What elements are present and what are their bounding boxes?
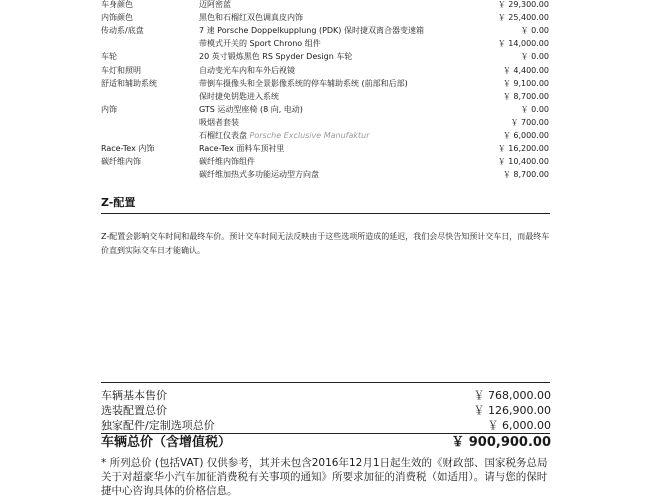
option-description [199,155,255,168]
option-price: ￥ 4,400.00 [502,65,549,75]
option-row [0,24,658,37]
option-description-text: 自动变光车内和车外后视镜 [199,65,295,75]
option-row [0,37,658,50]
option-category: 碳纤维内饰 [101,157,141,167]
option-description [199,90,279,103]
option-description-text: 吸烟者套装 [199,117,239,127]
option-price: ￥ 0.00 [520,26,549,36]
option-row [0,50,658,63]
exclusive-total-label: 独家配件/定制选项总价 [101,419,215,432]
option-row [0,0,658,11]
option-row [0,155,658,168]
option-description-text: 石榴红仪表盘 [199,131,247,140]
option-category: 内饰 [101,104,117,114]
exclusive-total-row [101,417,551,434]
option-description [199,50,352,63]
base-price-label: 车辆基本售价 [101,389,167,402]
option-description [199,168,319,181]
option-description-text: 迈阿密蓝 [199,0,231,9]
option-description-text: GTS 运动型座椅 (8 向, 电动) [199,104,303,114]
option-row [0,11,658,24]
option-category: 舒适和辅助系统 [101,78,157,88]
exclusive-manufaktur-label: Porsche Exclusive Manufaktur [249,131,370,140]
option-row [0,90,658,103]
vat-footnote: * 所列总价 (包括VAT) 仅供参考，其并未包含2016年12月1日起生效的《财政部、国家税务总局关于对超豪华小汽车加征消费税有关事项的通知》所要求加征的消费税（如适用）。请与您的保时捷中心咨询具体的价格信息。 [101,457,548,497]
option-price: ￥ 29,300.00 [497,0,549,9]
option-description-text: 带倒车摄像头和全景影像系统的停车辅助系统 (前部和后部) [199,78,408,88]
option-description [199,142,284,155]
options-total-label: 选装配置总价 [101,404,167,417]
option-row [0,77,658,90]
option-price: ￥ 10,400.00 [497,157,549,167]
option-description [199,129,370,142]
base-price-value: ￥ 768,000.00 [473,389,551,402]
option-row [0,168,658,181]
option-description [199,64,295,77]
option-category: 传动系/底盘 [101,26,144,36]
option-row [0,129,658,142]
option-row [0,116,658,129]
option-description [199,37,321,50]
option-description-text: Race-Tex 面料车顶衬里 [199,144,285,154]
option-description [199,77,408,90]
option-category: 内饰颜色 [101,13,133,23]
option-price: ￥ 700.00 [510,117,549,127]
z-config-title: Z-配置 [101,196,136,209]
option-description-text: 带模式开关的 Sport Chrono 组件 [199,39,321,49]
option-price: ￥ 8,700.00 [502,91,549,101]
option-price: ￥ 9,100.00 [502,78,549,88]
option-row [0,64,658,77]
option-description-text: 黑色和石榴红双色调真皮内饰 [199,13,303,23]
option-description-text: 20 英寸锻炼黑色 RS Spyder Design 车轮 [199,52,353,62]
option-description [199,0,231,11]
option-row [0,103,658,116]
options-total-value: ￥ 126,900.00 [473,404,551,417]
option-price: ￥ 6,000.00 [502,131,549,140]
option-row [0,142,658,155]
option-description-text: 保时捷免钥匙进入系统 [199,91,279,101]
grand-total-value: ￥ 900,900.00 [451,435,551,450]
exclusive-total-value: ￥ 6,000.00 [487,419,551,432]
option-description-text: 7 速 Porsche Doppelkupplung (PDK) 保时捷双离合器变速箱 [199,26,424,36]
option-category: 车身颜色 [101,0,133,9]
option-description [199,116,239,129]
option-category: 车轮 [101,52,117,62]
option-price: ￥ 16,200.00 [497,144,549,154]
option-price: ￥ 25,400.00 [497,13,549,23]
option-price: ￥ 8,700.00 [502,170,549,180]
z-config-text: Z-配置会影响交车时间和最终车价。预计交车时间无法反映由于这些选项所造成的延迟，我们会尽快告知预计交车日，而最终车价直到实际交车日才能确认。 [101,232,550,255]
option-description [199,11,303,24]
grand-total-label: 车辆总价（含增值税） [101,435,232,450]
option-price: ￥ 0.00 [520,52,549,62]
option-category: 车灯和照明 [101,65,141,75]
option-description-text: 碳纤维内饰组件 [199,157,255,167]
z-config-divider [101,213,550,214]
option-description-text: 碳纤维加热式多功能运动型方向盘 [199,170,319,180]
summary-divider-top [101,382,550,383]
option-description [199,103,303,116]
option-category: Race-Tex 内饰 [101,144,155,154]
grand-total-row [101,434,551,452]
option-price: ￥ 0.00 [520,104,549,114]
option-description [199,24,424,37]
option-price: ￥ 14,000.00 [497,39,549,49]
